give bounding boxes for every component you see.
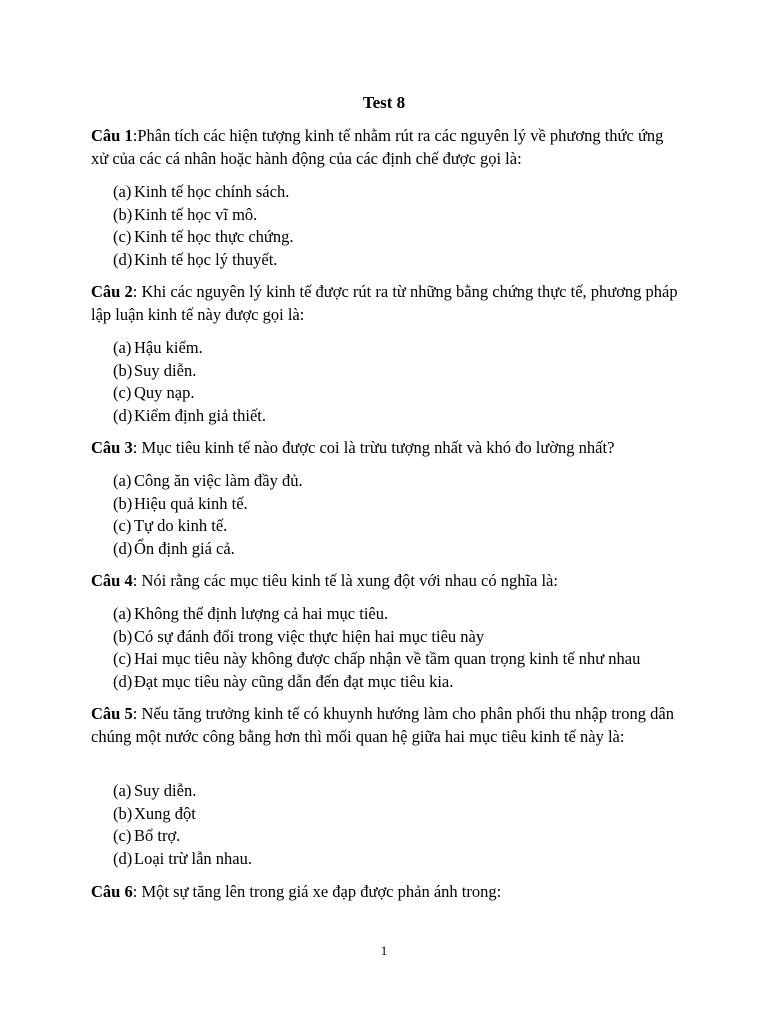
option-letter: (c) (113, 649, 132, 668)
option-text: Quy nạp. (134, 383, 195, 402)
question-number: Câu 5 (91, 704, 133, 723)
option-text: Kinh tế học lý thuyết. (134, 249, 278, 269)
question-1-options (113, 181, 713, 271)
option (113, 382, 713, 405)
option-text: Bổ trợ. (134, 826, 181, 845)
question-3 (91, 437, 681, 460)
option-letter: (b) (113, 803, 133, 823)
option-letter: (d) (113, 671, 133, 691)
option-letter: (d) (113, 405, 133, 425)
question-2-options (113, 337, 713, 427)
option (113, 803, 713, 826)
question-text: Mục tiêu kinh tế nào được coi là trừu tượng nhất và khó đo lường nhất? (141, 438, 615, 457)
option (113, 825, 713, 848)
question-number: Câu 1 (91, 126, 133, 145)
option (113, 671, 713, 694)
option (113, 337, 713, 360)
question-2 (91, 281, 681, 326)
option-letter: (b) (113, 204, 133, 224)
option-letter: (c) (113, 826, 132, 845)
question-number: Câu 6 (91, 882, 133, 901)
option (113, 603, 713, 626)
option-letter: (a) (113, 182, 132, 201)
question-number: Câu 4 (91, 571, 133, 590)
option-text: Xung đột (134, 803, 196, 823)
option (113, 405, 713, 428)
question-5-options (113, 780, 713, 870)
question-separator: : (132, 571, 142, 590)
option-text: Hậu kiểm. (134, 338, 203, 357)
option (113, 780, 713, 803)
option-text: Suy diễn. (134, 360, 197, 380)
option-letter: (a) (113, 781, 132, 800)
option-letter: (d) (113, 538, 133, 558)
option-letter: (c) (113, 227, 132, 246)
option-letter: (b) (113, 626, 133, 646)
question-text: Khi các nguyên lý kinh tế được rút ra từ những bằng chứng thực tế, phương pháp lập luận kinh tế này được gọi là: (91, 282, 678, 324)
question-6 (91, 881, 681, 904)
option-text: Không thể định lượng cả hai mục tiêu. (134, 604, 389, 623)
option (113, 848, 713, 871)
option (113, 493, 713, 516)
option-letter: (d) (113, 249, 133, 269)
option-letter: (a) (113, 604, 132, 623)
option-text: Công ăn việc làm đầy đủ. (134, 471, 303, 490)
option-text: Loại trừ lẫn nhau. (134, 848, 252, 868)
option-text: Ổn định giá cả. (134, 538, 235, 558)
option (113, 470, 713, 493)
option-letter: (c) (113, 383, 132, 402)
option-text: Đạt mục tiêu này cũng dẫn đến đạt mục tiêu kia. (134, 671, 454, 691)
option-letter: (d) (113, 848, 133, 868)
question-5 (91, 703, 681, 748)
question-3-options (113, 470, 713, 560)
question-number: Câu 3 (91, 438, 133, 457)
question-separator: : (132, 126, 138, 145)
page-number: 1 (380, 943, 388, 958)
option (113, 226, 713, 249)
question-number: Câu 2 (91, 282, 133, 301)
option-letter: (b) (113, 360, 133, 380)
option (113, 204, 713, 227)
option-letter: (a) (113, 471, 132, 490)
option-text: Tự do kinh tế. (134, 516, 228, 535)
option-letter: (c) (113, 516, 132, 535)
question-separator: : (132, 282, 142, 301)
option-text: Có sự đánh đổi trong việc thực hiện hai mục tiêu này (134, 626, 485, 646)
option-text: Hai mục tiêu này không được chấp nhận về tầm quan trọng kinh tế như nhau (134, 649, 641, 668)
option (113, 626, 713, 649)
question-text: Một sự tăng lên trong giá xe đạp được phản ánh trong: (141, 882, 502, 901)
option-text: Hiệu quả kinh tế. (134, 493, 248, 513)
option-text: Kiểm định giả thiết. (134, 405, 266, 425)
option-letter: (a) (113, 338, 132, 357)
question-separator: : (132, 882, 142, 901)
option-letter: (b) (113, 493, 133, 513)
question-separator: : (132, 704, 142, 723)
option (113, 249, 713, 272)
option (113, 538, 713, 561)
question-4 (91, 570, 681, 593)
question-text: Nếu tăng trưởng kinh tế có khuynh hướng làm cho phân phối thu nhập trong dân chúng một nước công bằng hơn thì mối quan hệ giữa hai mục tiêu kinh tế này là: (91, 704, 674, 746)
option-text: Kinh tế học chính sách. (134, 182, 290, 201)
option-text: Kinh tế học thực chứng. (134, 227, 294, 246)
option (113, 181, 713, 204)
option-text: Kinh tế học vĩ mô. (134, 204, 258, 224)
option (113, 515, 713, 538)
option (113, 360, 713, 383)
question-1 (91, 125, 681, 170)
question-separator: : (132, 438, 142, 457)
option (113, 648, 713, 671)
page-title: Test 8 (362, 93, 406, 112)
question-text: Phân tích các hiện tượng kinh tế nhằm rút ra các nguyên lý về phương thức ứng xử của các cá nhân hoặc hành động của các định chế được gọi là: (91, 126, 664, 168)
question-text: Nói rằng các mục tiêu kinh tế là xung đột với nhau có nghĩa là: (141, 571, 558, 590)
question-4-options (113, 603, 713, 693)
option-text: Suy diễn. (134, 781, 197, 800)
